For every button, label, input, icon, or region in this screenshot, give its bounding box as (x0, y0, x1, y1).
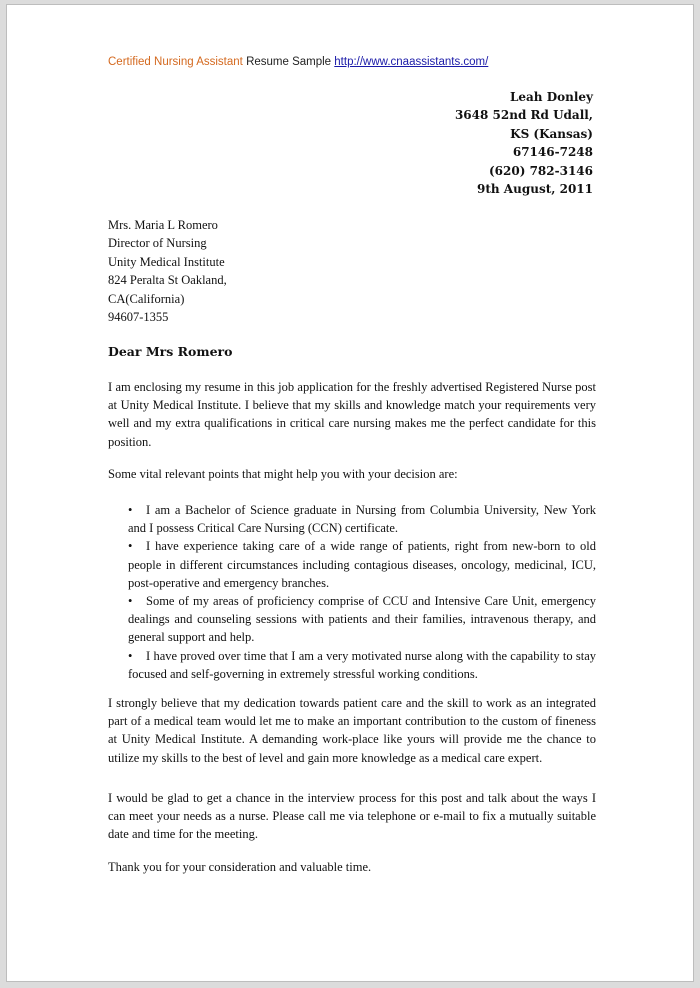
qualifications-list (128, 501, 596, 683)
sender-block (455, 88, 593, 198)
recipient-organization: Unity Medical Institute (108, 254, 225, 269)
bullet-icon: • (128, 503, 133, 517)
list-item-text: I am a Bachelor of Science graduate in Nursing from Columbia University, New York and I possess Critical Care Nursing (CCN) certificate. (128, 503, 596, 536)
paragraph-closing: Thank you for your consideration and valuable time. (108, 860, 372, 874)
recipient-title: Director of Nursing (108, 236, 207, 251)
recipient-name: Mrs. Maria L Romero (108, 218, 218, 232)
header-middle: Resume Sample (242, 56, 335, 68)
list-item (128, 537, 596, 592)
bullet-icon: • (128, 539, 133, 554)
paragraph-points-intro: Some vital relevant points that might help you with your decision are: (108, 467, 458, 481)
paragraph-dedication: I strongly believe that my dedication towards patient care and the skill to work as an integrated part of a medical team would let me to make an important contribution to the custom of fineness at Unity Medical Institute. A demanding work-place like yours will provide me the chance to utilize my skills to the best of level and gain more knowledge as a medical care expert. (108, 696, 596, 765)
list-item (128, 501, 596, 537)
list-item-text: I have proved over time that I am a very motivated nurse along with the capability to stay focused and self-governing in extremely stressful working conditions. (128, 648, 596, 681)
recipient-block (108, 216, 227, 326)
header-url-link[interactable]: http://www.cnaassistants.com/ (334, 56, 489, 68)
recipient-zip: 94607-1355 (108, 310, 169, 325)
list-item (128, 592, 596, 647)
bullet-icon: • (128, 594, 133, 609)
page-header (108, 54, 488, 70)
list-item-text: I have experience taking care of a wide range of patients, right from new-born to old people in different circumstances including contagious diseases, oncology, medicinal, ICU, post-operative and emergency branches. (128, 539, 596, 590)
list-item-text: Some of my areas of proficiency comprise of CCU and Intensive Care Unit, emergency dealings and counseling sessions with patients and their families, intravenous therapy, and general support and help. (128, 594, 596, 645)
sender-address-line1: 3648 52nd Rd Udall, (454, 108, 593, 123)
sender-address-line2: KS (Kansas) (510, 126, 593, 141)
list-item (128, 647, 596, 683)
sender-zip: 67146-7248 (512, 145, 593, 160)
header-prefix: Certified Nursing Assistant (108, 56, 243, 68)
paragraph-intro: I am enclosing my resume in this job application for the freshly advertised Registered Nurse post at Unity Medical Institute. I believe that my skills and knowledge match your requirements very well and my extra qualifications in critical care nursing makes me the perfect candidate for this position. (108, 380, 596, 449)
sender-phone: (620) 782-3146 (488, 163, 593, 178)
recipient-state: CA(California) (108, 291, 185, 306)
salutation: Dear Mrs Romero (108, 344, 233, 359)
document-page (6, 4, 694, 982)
paragraph-interview: I would be glad to get a chance in the interview process for this post and talk about the ways I can meet your needs as a nurse. Please call me via telephone or e-mail to fix a mutually suitable date and time for the meeting. (108, 791, 596, 842)
bullet-icon: • (128, 648, 133, 663)
recipient-street: 824 Peralta St Oakland, (108, 273, 227, 288)
sender-date: 9th August, 2011 (477, 182, 593, 197)
sender-name: Leah Donley (509, 90, 593, 104)
